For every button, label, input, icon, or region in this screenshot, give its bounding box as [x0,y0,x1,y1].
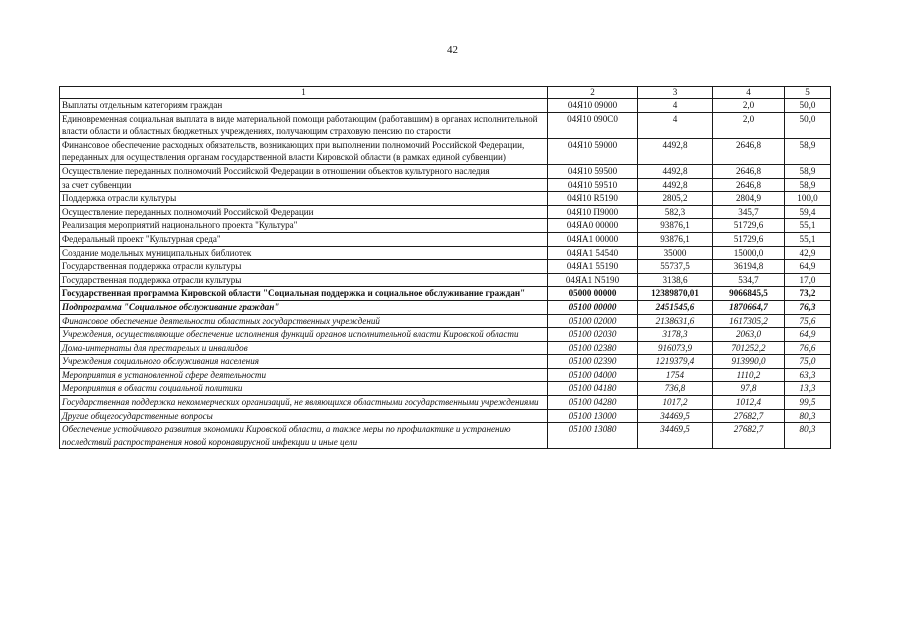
table-row [60,260,831,274]
table-row [60,382,831,396]
table-row [60,205,831,219]
planned-amount-cell: 1219379,4 [638,355,713,369]
planned-amount-cell: 4 [638,112,713,138]
planned-amount-cell: 1017,2 [638,396,713,410]
planned-amount-cell: 2805,2 [638,192,713,206]
execution-percent-cell: 59,4 [785,205,831,219]
actual-amount-cell: 701252,2 [713,341,785,355]
actual-amount-cell: 2804,9 [713,192,785,206]
column-number-row [60,87,831,99]
actual-amount-cell: 534,7 [713,273,785,287]
execution-percent-cell: 50,0 [785,112,831,138]
row-name-cell: Учреждения социального обслуживания населения [60,355,548,369]
actual-amount-cell: 36194,8 [713,260,785,274]
row-code-cell: 04ЯА1 55190 [548,260,638,274]
row-name-cell: Государственная программа Кировской области "Социальная поддержка и социальное обслуживание граждан" [60,287,548,301]
row-name-cell: Реализация мероприятий национального проекта "Культура" [60,219,548,233]
planned-amount-cell: 34469,5 [638,409,713,423]
column-header-2: 2 [548,87,638,99]
table-row [60,192,831,206]
execution-percent-cell: 73,2 [785,287,831,301]
planned-amount-cell: 4492,8 [638,164,713,178]
row-code-cell: 04Я10 59000 [548,138,638,164]
row-code-cell: 05100 02030 [548,328,638,342]
execution-percent-cell: 63,3 [785,368,831,382]
execution-percent-cell: 75,6 [785,314,831,328]
actual-amount-cell: 2646,8 [713,164,785,178]
row-code-cell: 04ЯА1 N5190 [548,273,638,287]
table-row [60,246,831,260]
column-header-3: 3 [638,87,713,99]
row-name-cell: Осуществление переданных полномочий Российской Федерации в отношении объектов культурного наследия [60,164,548,178]
table-row [60,355,831,369]
row-name-cell: Выплаты отдельным категориям граждан [60,99,548,113]
planned-amount-cell: 4492,8 [638,138,713,164]
planned-amount-cell: 55737,5 [638,260,713,274]
execution-percent-cell: 100,0 [785,192,831,206]
execution-percent-cell: 64,9 [785,260,831,274]
planned-amount-cell: 4 [638,99,713,113]
execution-percent-cell: 58,9 [785,178,831,192]
planned-amount-cell: 2451545,6 [638,300,713,314]
table-row [60,99,831,113]
row-code-cell: 04Я10 59500 [548,164,638,178]
row-name-cell: Обеспечение устойчивого развития экономики Кировской области, а также меры по профилактике и устранению последствий распространения новой коронавирусной инфекции и иные цели [60,423,548,449]
row-code-cell: 04Я10 090С0 [548,112,638,138]
execution-percent-cell: 76,6 [785,341,831,355]
actual-amount-cell: 1870664,7 [713,300,785,314]
row-name-cell: за счет субвенции [60,178,548,192]
planned-amount-cell: 736,8 [638,382,713,396]
planned-amount-cell: 916073,9 [638,341,713,355]
table-row [60,219,831,233]
actual-amount-cell: 2646,8 [713,138,785,164]
execution-percent-cell: 76,3 [785,300,831,314]
row-name-cell: Поддержка отрасли культуры [60,192,548,206]
row-code-cell: 05100 04180 [548,382,638,396]
actual-amount-cell: 1012,4 [713,396,785,410]
table-row [60,273,831,287]
actual-amount-cell: 15000,0 [713,246,785,260]
row-code-cell: 04ЯА1 54540 [548,246,638,260]
column-header-1: 1 [60,87,548,99]
row-code-cell: 05100 02380 [548,341,638,355]
actual-amount-cell: 2063,0 [713,328,785,342]
row-name-cell: Подпрограмма "Социальное обслуживание граждан" [60,300,548,314]
column-header-5: 5 [785,87,831,99]
row-name-cell: Мероприятия в области социальной политики [60,382,548,396]
actual-amount-cell: 913990,0 [713,355,785,369]
row-name-cell: Учреждения, осуществляющие обеспечение исполнения функций органов исполнительной власти Кировской области [60,328,548,342]
table-row [60,138,831,164]
planned-amount-cell: 3178,3 [638,328,713,342]
row-name-cell: Дома-интернаты для престарелых и инвалидов [60,341,548,355]
row-code-cell: 04ЯА1 00000 [548,232,638,246]
actual-amount-cell: 345,7 [713,205,785,219]
row-name-cell: Единовременная социальная выплата в виде материальной помощи работающим (работавшим) в органах исполнительной власти области и областных бюджетных учреждениях, получающим страховую пенсию по старости [60,112,548,138]
row-code-cell: 05100 13080 [548,423,638,449]
table-row [60,396,831,410]
row-code-cell: 04Я10 59510 [548,178,638,192]
row-name-cell: Мероприятия в установленной сфере деятельности [60,368,548,382]
actual-amount-cell: 2646,8 [713,178,785,192]
row-name-cell: Государственная поддержка отрасли культуры [60,273,548,287]
row-code-cell: 04Я10 09000 [548,99,638,113]
execution-percent-cell: 75,0 [785,355,831,369]
table-row [60,314,831,328]
actual-amount-cell: 9066845,5 [713,287,785,301]
actual-amount-cell: 51729,6 [713,232,785,246]
planned-amount-cell: 1754 [638,368,713,382]
row-code-cell: 04Я10 R5190 [548,192,638,206]
planned-amount-cell: 582,3 [638,205,713,219]
budget-table-body [60,87,831,449]
execution-percent-cell: 99,5 [785,396,831,410]
planned-amount-cell: 35000 [638,246,713,260]
table-row [60,232,831,246]
actual-amount-cell: 27682,7 [713,409,785,423]
column-header-4: 4 [713,87,785,99]
execution-percent-cell: 55,1 [785,219,831,233]
row-code-cell: 05100 13000 [548,409,638,423]
row-code-cell: 05100 04000 [548,368,638,382]
table-row [60,328,831,342]
row-name-cell: Финансовое обеспечение деятельности областных государственных учреждений [60,314,548,328]
table-row [60,164,831,178]
table-row [60,287,831,301]
actual-amount-cell: 1617305,2 [713,314,785,328]
row-code-cell: 05100 02000 [548,314,638,328]
actual-amount-cell: 1110,2 [713,368,785,382]
planned-amount-cell: 3138,6 [638,273,713,287]
table-row [60,423,831,449]
execution-percent-cell: 80,3 [785,409,831,423]
execution-percent-cell: 55,1 [785,232,831,246]
execution-percent-cell: 80,3 [785,423,831,449]
row-code-cell: 05100 00000 [548,300,638,314]
row-name-cell: Государственная поддержка некоммерческих организаций, не являющихся областными государственными учреждениями [60,396,548,410]
row-name-cell: Государственная поддержка отрасли культуры [60,260,548,274]
actual-amount-cell: 2,0 [713,99,785,113]
planned-amount-cell: 34469,5 [638,423,713,449]
execution-percent-cell: 17,0 [785,273,831,287]
table-row [60,368,831,382]
planned-amount-cell: 93876,1 [638,219,713,233]
row-name-cell: Осуществление переданных полномочий Российской Федерации [60,205,548,219]
execution-percent-cell: 42,9 [785,246,831,260]
row-code-cell: 04ЯА0 00000 [548,219,638,233]
budget-table [59,86,831,449]
planned-amount-cell: 4492,8 [638,178,713,192]
table-row [60,112,831,138]
row-code-cell: 05100 02390 [548,355,638,369]
row-code-cell: 05100 04280 [548,396,638,410]
table-row [60,409,831,423]
execution-percent-cell: 58,9 [785,164,831,178]
planned-amount-cell: 93876,1 [638,232,713,246]
table-row [60,178,831,192]
actual-amount-cell: 27682,7 [713,423,785,449]
page-number: 42 [447,44,458,56]
planned-amount-cell: 2138631,6 [638,314,713,328]
actual-amount-cell: 2,0 [713,112,785,138]
table-row [60,300,831,314]
row-name-cell: Другие общегосударственные вопросы [60,409,548,423]
row-name-cell: Федеральный проект "Культурная среда" [60,232,548,246]
actual-amount-cell: 51729,6 [713,219,785,233]
planned-amount-cell: 12389870,01 [638,287,713,301]
table-row [60,341,831,355]
execution-percent-cell: 50,0 [785,99,831,113]
execution-percent-cell: 64,9 [785,328,831,342]
row-name-cell: Создание модельных муниципальных библиотек [60,246,548,260]
actual-amount-cell: 97,8 [713,382,785,396]
row-code-cell: 04Я10 П9000 [548,205,638,219]
row-code-cell: 05000 00000 [548,287,638,301]
execution-percent-cell: 13,3 [785,382,831,396]
execution-percent-cell: 58,9 [785,138,831,164]
row-name-cell: Финансовое обеспечение расходных обязательств, возникающих при выполнении полномочий Российской Федерации, переданных для осуществления органам государственной власти Кировской области (в рамках единой субвенции) [60,138,548,164]
